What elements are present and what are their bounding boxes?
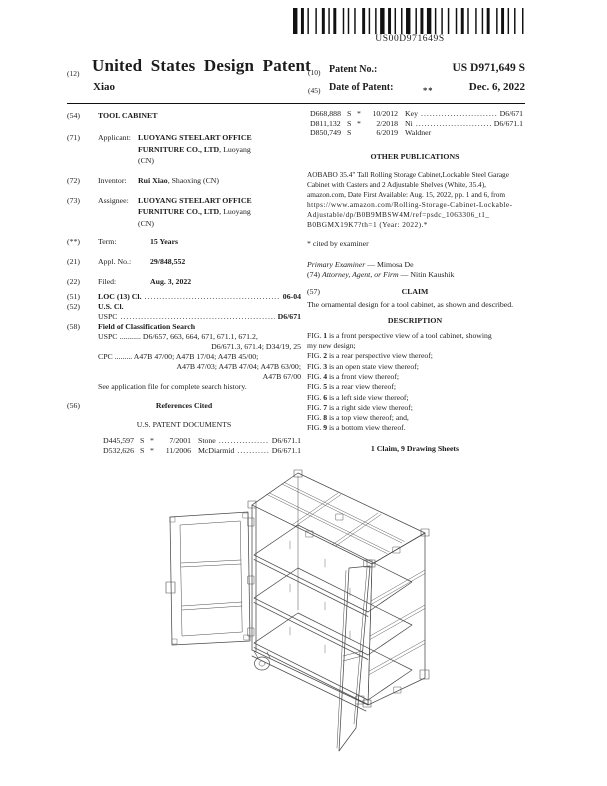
citation-row: D532,626 S * 11/2006 McDiarmid ..... D6/671.1 bbox=[103, 446, 301, 456]
dot-leader bbox=[421, 109, 497, 119]
date-label: Date of Patent: bbox=[329, 82, 394, 93]
dot-leader bbox=[416, 119, 491, 129]
field-51-loc: (51) LOC (13) Cl. ..... 06-04 bbox=[67, 292, 301, 302]
barcode-number: US00D971649S bbox=[375, 34, 445, 44]
dot-leader bbox=[219, 436, 269, 446]
header-rule bbox=[67, 103, 525, 104]
field-71-applicant: (71) Applicant: LUOYANG STEELART OFFICE FURNITURE CO., LTD, Luoyang (CN) bbox=[67, 133, 252, 165]
dot-leader bbox=[145, 292, 280, 302]
field-58-heading: (58) Field of Classification Search bbox=[67, 322, 196, 331]
document-type-title: United States Design Patent bbox=[92, 56, 312, 75]
patent-no-code: (10) bbox=[308, 68, 321, 77]
patent-number: US D971,649 S bbox=[452, 62, 525, 74]
date-code: (45) bbox=[308, 86, 321, 95]
field-56-references: (56) References Cited bbox=[67, 401, 213, 410]
field-22-filed: (22) Filed: Aug. 3, 2022 bbox=[67, 277, 192, 286]
right-column bbox=[307, 109, 523, 454]
kind-code: (12) bbox=[67, 69, 80, 78]
invention-title: TOOL CABINET bbox=[98, 111, 158, 120]
barcode bbox=[293, 8, 527, 34]
other-publications-heading: OTHER PUBLICATIONS bbox=[370, 151, 460, 161]
citation-row: D811,132 S * 2/2018 Ni ..... D6/671.1 bbox=[310, 119, 523, 129]
citation-row: D850,749 S 6/2019 Waldner bbox=[310, 128, 432, 138]
patent-figure-tool-cabinet bbox=[140, 460, 470, 782]
left-citation-table bbox=[67, 436, 301, 455]
patent-date: Dec. 6, 2022 bbox=[468, 81, 525, 93]
right-citation-table bbox=[307, 109, 523, 138]
description-body: FIG. 1 is a front perspective view of a tool cabinet, showing my new design; FIG. 2 is a rear perspective view thereof; FIG. 3 is an open state view thereof; FIG. 4 is a front view thereof; FIG. 5 is a rear view thereof; FIG. 6 is a left side view thereof; FIG. 7 is a right side view thereof; FIG. 8 is a top view thereof; and, FIG. 9 is a bottom view thereof. bbox=[307, 330, 492, 433]
field-54-title: (54) TOOL CABINET bbox=[67, 111, 158, 120]
other-publications-body: AOBABO 35.4" Tall Rolling Storage Cabinet,Lockable Steel Garage Cabinet with Casters and 2 Adjustable Shelves (White, 35.4), amazon.com, Date First Available: Aug. 15, 2022, pp. 1 and 6, from https://www.amazon.com/Rolling-Storage-Cabinet-Lockable- Adjustable/dp/B0B9MBSW4M/ref=psdc_1063306_t1_ B0BGMX19K7?th=1 (Year: 2022).* bbox=[307, 169, 513, 229]
term-notice-marker: ** bbox=[423, 85, 434, 95]
claim-text: The ornamental design for a tool cabinet, as shown and described. bbox=[307, 299, 514, 309]
citation-row: D668,888 S * 10/2012 Key ..... D6/671 bbox=[310, 109, 523, 119]
field-73-assignee: (73) Assignee: LUOYANG STEELART OFFICE FURNITURE CO., LTD, Luoyang (CN) bbox=[67, 195, 252, 228]
attorney-line: (74) Attorney, Agent, or Firm — Nitin Kaushik bbox=[307, 269, 455, 279]
claim-section-heading: (57) CLAIM bbox=[307, 286, 429, 296]
field-term: (**) Term: 15 Years bbox=[67, 237, 179, 246]
dot-leader bbox=[121, 312, 275, 322]
cited-by-examiner-note: * cited by examiner bbox=[307, 238, 369, 248]
citation-row: D445,597 S * 7/2001 Stone ..... D6/671.1 bbox=[103, 436, 301, 446]
field-58-body: USPC ........... D6/657, 663, 664, 671, 671.1, 671.2, D6/671.3, 671.4; D34/19, 25 CPC ......... A47B 47/00; A47B 17/04; A47B 45/00; A47B 47/03; A47B 47/04; A47B 63/00; A47B 67/00 See application file for complete search history. bbox=[98, 332, 301, 391]
field-52-us-cl: (52) U.S. Cl. bbox=[67, 302, 124, 311]
primary-examiner-line: Primary Examiner — Mimosa De bbox=[307, 259, 414, 269]
field-72-inventor: (72) Inventor: Rui Xiao, Shaoxing (CN) bbox=[67, 175, 220, 185]
inventor-surname: Xiao bbox=[93, 81, 115, 93]
field-21-appl-no: (21) Appl. No.: 29/848,552 bbox=[67, 257, 186, 266]
left-column bbox=[67, 111, 301, 455]
patent-no-label: Patent No.: bbox=[329, 64, 378, 75]
us-patent-documents-heading: U.S. PATENT DOCUMENTS bbox=[136, 420, 232, 429]
dot-leader bbox=[237, 446, 268, 456]
description-heading: DESCRIPTION bbox=[387, 315, 443, 325]
field-52-uspc: USPC ..... D6/671 bbox=[67, 312, 301, 322]
claims-sheets-line: 1 Claim, 9 Drawing Sheets bbox=[370, 443, 460, 453]
